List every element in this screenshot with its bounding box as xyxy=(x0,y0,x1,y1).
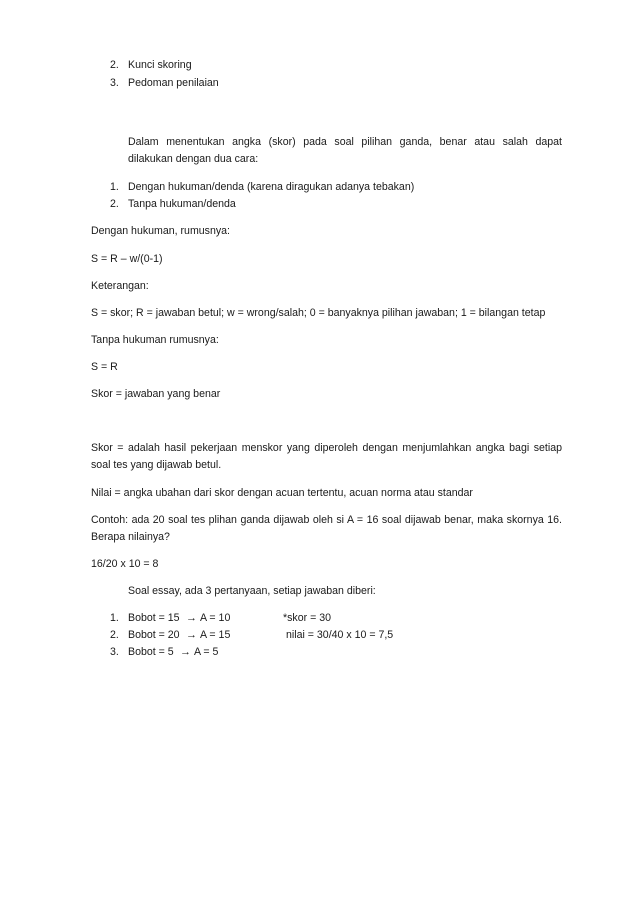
legend-heading: Keterangan: xyxy=(91,280,149,292)
essay-item-score: A = 5 xyxy=(194,646,219,658)
calculation: 16/20 x 10 = 8 xyxy=(91,558,159,570)
legend-text: S = skor; R = jawaban betul; w = wrong/salah; 0 = banyaknya pilihan jawaban; 1 = bilangan tetap xyxy=(91,307,546,319)
skor-explanation-line: Skor = adalah hasil pekerjaan menskor yang diperoleh dengan menjumlahkan angka bagi setiap xyxy=(91,442,562,454)
intro-paragraph-line: dilakukan dengan dua cara: xyxy=(128,153,259,165)
intro-paragraph-line: Dalam menentukan angka (skor) pada soal pilihan ganda, benar atau salah dapat xyxy=(128,136,562,148)
right-arrow-icon: → xyxy=(186,629,197,641)
penalty-heading: Dengan hukuman, rumusnya: xyxy=(91,225,230,237)
right-arrow-icon: → xyxy=(180,646,191,658)
list-number: 1. xyxy=(110,612,119,624)
skor-definition: Skor = jawaban yang benar xyxy=(91,388,221,400)
list-item-text: Kunci skoring xyxy=(128,59,192,71)
list-number: 2. xyxy=(110,629,119,641)
example-line: Contoh: ada 20 soal tes plihan ganda dijawab oleh si A = 16 soal dijawab benar, maka skornya 16. xyxy=(91,514,562,526)
nopenalty-heading: Tanpa hukuman rumusnya: xyxy=(91,334,219,346)
skor-explanation-line: soal tes yang dijawab betul. xyxy=(91,459,222,471)
essay-item-score: A = 15 xyxy=(200,629,231,641)
essay-item-score: A = 10 xyxy=(200,612,231,624)
essay-note: *skor = 30 xyxy=(283,612,331,624)
nopenalty-formula: S = R xyxy=(91,361,118,373)
list-number: 2. xyxy=(110,59,119,71)
nilai-definition: Nilai = angka ubahan dari skor dengan acuan tertentu, acuan norma atau standar xyxy=(91,487,473,499)
list-item-text: Pedoman penilaian xyxy=(128,77,219,89)
right-arrow-icon: → xyxy=(186,612,197,624)
essay-item-bobot: Bobot = 5 xyxy=(128,646,174,658)
example-line: Berapa nilainya? xyxy=(91,531,170,543)
penalty-formula: S = R – w/(0-1) xyxy=(91,253,163,265)
essay-item-bobot: Bobot = 20 xyxy=(128,629,180,641)
list-item-text: Dengan hukuman/denda (karena diragukan adanya tebakan) xyxy=(128,181,415,193)
list-number: 1. xyxy=(110,181,119,193)
list-number: 3. xyxy=(110,77,119,89)
list-item-text: Tanpa hukuman/denda xyxy=(128,198,236,210)
list-number: 3. xyxy=(110,646,119,658)
list-number: 2. xyxy=(110,198,119,210)
essay-intro: Soal essay, ada 3 pertanyaan, setiap jawaban diberi: xyxy=(128,585,376,597)
essay-item-bobot: Bobot = 15 xyxy=(128,612,180,624)
essay-note: nilai = 30/40 x 10 = 7,5 xyxy=(286,629,394,641)
